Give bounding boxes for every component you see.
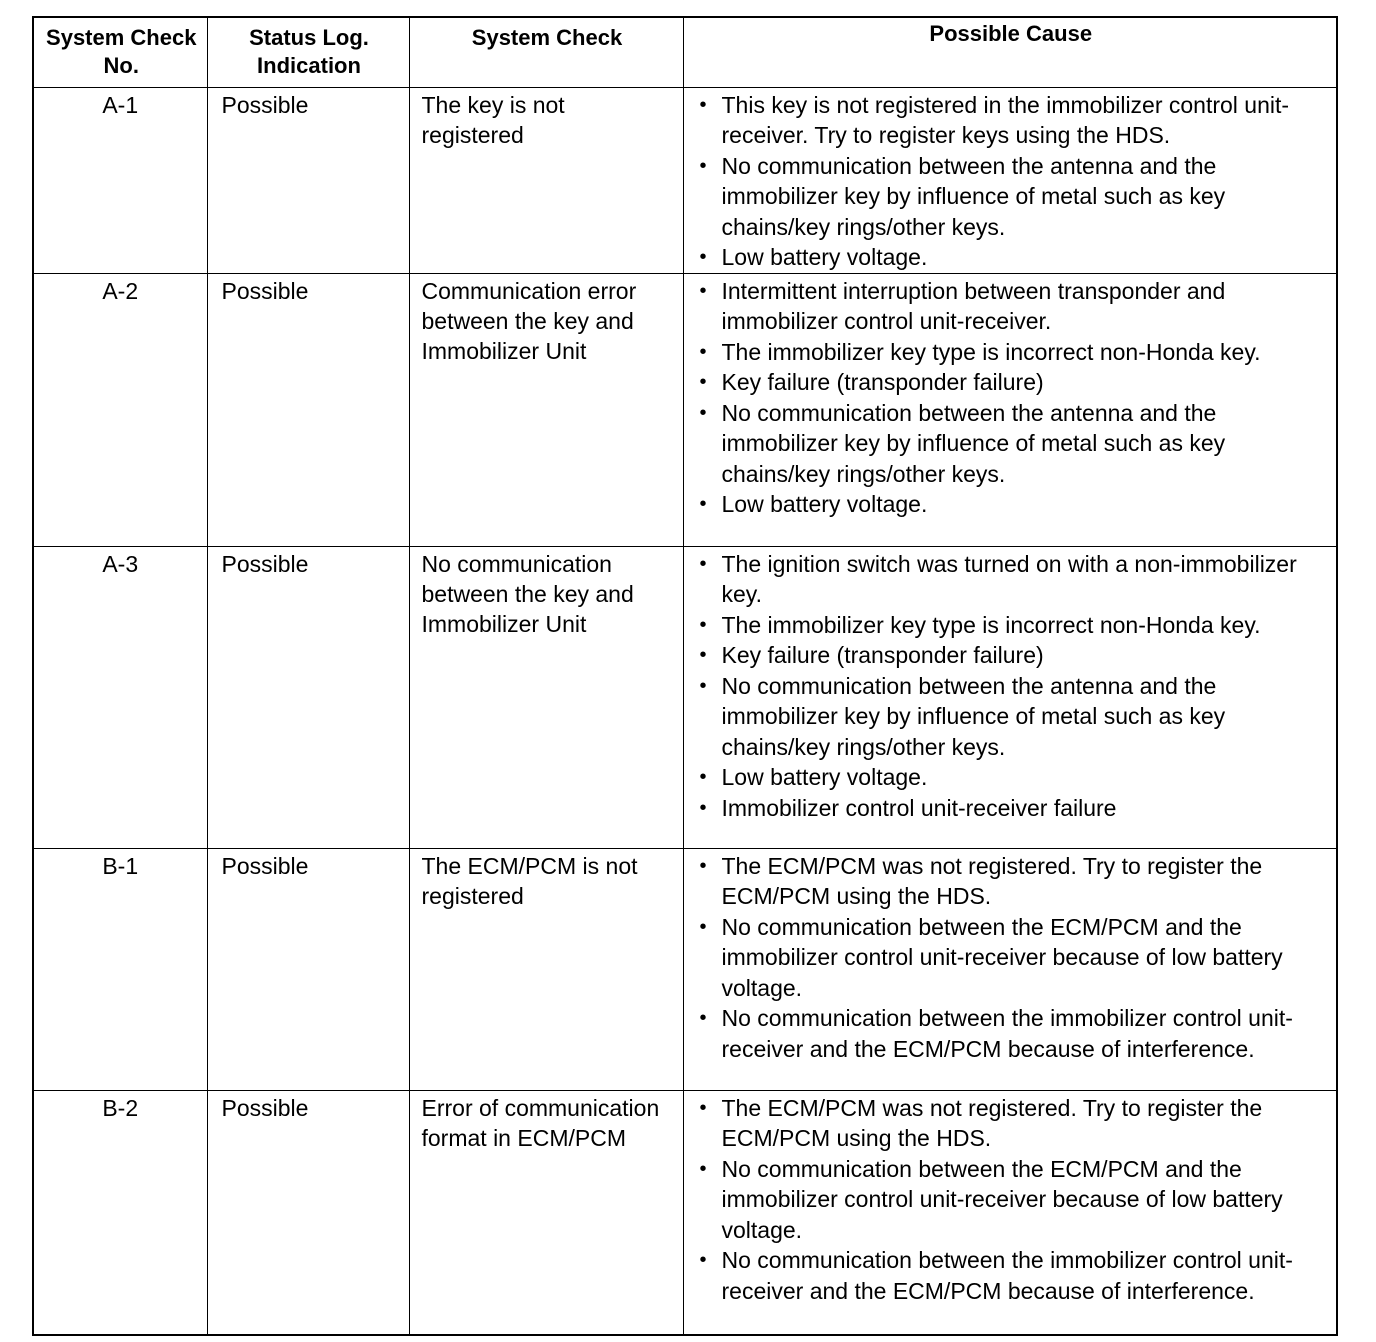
- cause-list: [700, 1093, 1323, 1307]
- cause-item: • Key failure (transponder failure): [700, 640, 1323, 671]
- cause-item: • Key failure (transponder failure): [700, 367, 1323, 398]
- cause-item: • Intermittent interruption between transponder and immobilizer control unit-receiver.: [700, 276, 1323, 337]
- status-indication: Possible: [207, 546, 409, 848]
- check-number: A-3: [33, 546, 207, 848]
- check-number: A-2: [33, 273, 207, 546]
- header-possible-cause: Possible Cause: [683, 17, 1337, 87]
- possible-causes: [683, 1090, 1337, 1335]
- header-system-check: System Check: [409, 17, 683, 87]
- cause-item: • No communication between the immobilizer control unit-receiver and the ECM/PCM because of interference.: [700, 1245, 1323, 1306]
- system-check-table: [32, 16, 1338, 1336]
- system-check: Error of communication format in ECM/PCM: [409, 1090, 683, 1335]
- cause-item: • Low battery voltage.: [700, 489, 1323, 520]
- table-row: [33, 546, 1337, 848]
- status-indication: Possible: [207, 87, 409, 273]
- cause-item: • This key is not registered in the immobilizer control unit-receiver. Try to register keys using the HDS.: [700, 90, 1323, 151]
- system-check: The key is not registered: [409, 87, 683, 273]
- cause-item: • The ECM/PCM was not registered. Try to register the ECM/PCM using the HDS.: [700, 1093, 1323, 1154]
- cause-item: • No communication between the immobilizer control unit-receiver and the ECM/PCM because of interference.: [700, 1003, 1323, 1064]
- table-row: [33, 87, 1337, 273]
- table-header: [33, 17, 1337, 87]
- header-check-no: System Check No.: [33, 17, 207, 87]
- cause-list: [700, 549, 1323, 824]
- system-check: The ECM/PCM is not registered: [409, 848, 683, 1090]
- check-number: B-1: [33, 848, 207, 1090]
- cause-item: • The ignition switch was turned on with a non-immobilizer key.: [700, 549, 1323, 610]
- cause-item: • No communication between the ECM/PCM and the immobilizer control unit-receiver because of low battery voltage.: [700, 1154, 1323, 1246]
- check-number: A-1: [33, 87, 207, 273]
- cause-item: • Immobilizer control unit-receiver failure: [700, 793, 1323, 824]
- status-indication: Possible: [207, 1090, 409, 1335]
- table-row: [33, 1090, 1337, 1335]
- cause-item: • No communication between the antenna and the immobilizer key by influence of metal such as key chains/key rings/other keys.: [700, 398, 1323, 490]
- cause-list: [700, 90, 1323, 273]
- table-row: [33, 273, 1337, 546]
- table-row: [33, 848, 1337, 1090]
- header-status: Status Log. Indication: [207, 17, 409, 87]
- cause-item: • No communication between the ECM/PCM and the immobilizer control unit-receiver because of low battery voltage.: [700, 912, 1323, 1004]
- possible-causes: [683, 273, 1337, 546]
- cause-item: • The ECM/PCM was not registered. Try to register the ECM/PCM using the HDS.: [700, 851, 1323, 912]
- status-indication: Possible: [207, 273, 409, 546]
- cause-item: • Low battery voltage.: [700, 242, 1323, 273]
- cause-item: • No communication between the antenna and the immobilizer key by influence of metal such as key chains/key rings/other keys.: [700, 671, 1323, 763]
- status-indication: Possible: [207, 848, 409, 1090]
- possible-causes: [683, 87, 1337, 273]
- cause-list: [700, 276, 1323, 520]
- cause-item: • The immobilizer key type is incorrect non-Honda key.: [700, 610, 1323, 641]
- cause-item: • The immobilizer key type is incorrect non-Honda key.: [700, 337, 1323, 368]
- header-row: [33, 17, 1337, 87]
- cause-item: • Low battery voltage.: [700, 762, 1323, 793]
- possible-causes: [683, 848, 1337, 1090]
- cause-item: • No communication between the antenna and the immobilizer key by influence of metal such as key chains/key rings/other keys.: [700, 151, 1323, 243]
- possible-causes: [683, 546, 1337, 848]
- check-number: B-2: [33, 1090, 207, 1335]
- cause-list: [700, 851, 1323, 1065]
- system-check: Communication error between the key and Immobilizer Unit: [409, 273, 683, 546]
- system-check: No communication between the key and Immobilizer Unit: [409, 546, 683, 848]
